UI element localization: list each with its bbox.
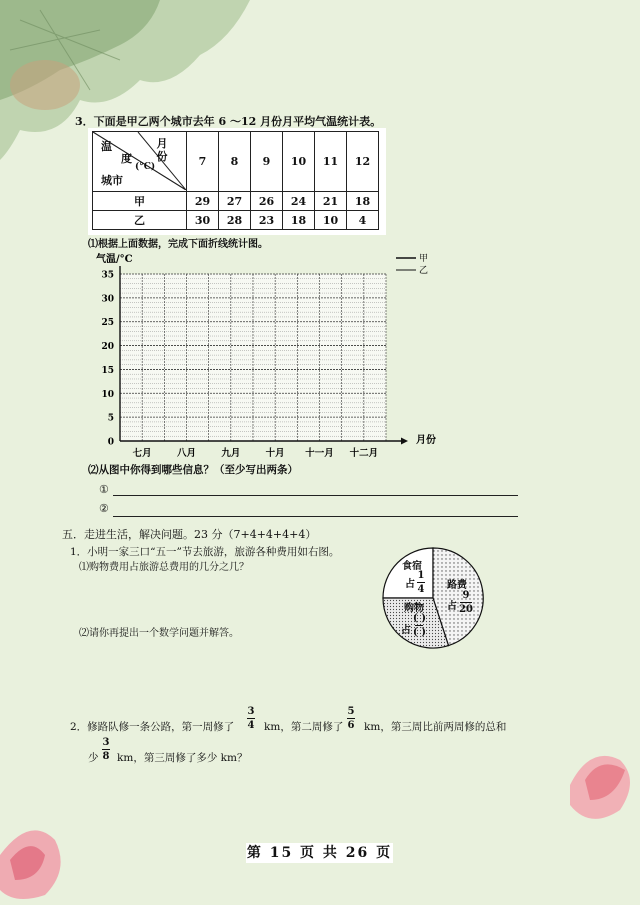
y-tick-label: 20 (101, 342, 114, 353)
y-tick-label: 25 (101, 318, 114, 329)
value-cell: 30 (187, 211, 219, 230)
fraction-numerator: ( ) (413, 613, 426, 624)
fraction-denominator: ( ) (413, 627, 426, 638)
lotus-flower-decoration-left (0, 815, 80, 905)
value-cell: 27 (219, 192, 251, 211)
x-axis-label: 月份 (416, 435, 436, 446)
problem-2-text-e: km，第三周修了多少 km？ (117, 752, 248, 764)
fraction-denominator: 20 (459, 604, 473, 615)
pie-travel-label: 路费 (447, 580, 467, 591)
x-axis-arrow (401, 438, 408, 445)
pie-shopping-fraction (413, 613, 426, 638)
corner-month-label: 月份 (156, 137, 168, 163)
x-tick-label: 十月 (265, 448, 285, 458)
city-cell: 乙 (93, 211, 187, 230)
question-3-heading: 3．下面是甲乙两个城市去年 6 ～12 月份月平均气温统计表。 (75, 115, 382, 128)
fraction-numerator: 3 (247, 706, 255, 717)
month-header: 9 (251, 132, 283, 192)
value-cell: 23 (251, 211, 283, 230)
value-cell: 18 (347, 192, 379, 211)
legend-item: 乙 (419, 266, 429, 276)
x-tick-label: 八月 (176, 448, 197, 458)
corner-temp-label: 温 (101, 140, 112, 153)
fraction-numerator: 3 (102, 737, 110, 748)
fraction-numerator: 9 (462, 590, 470, 601)
fraction-denominator: 4 (417, 584, 425, 595)
value-cell: 29 (187, 192, 219, 211)
temperature-table-box (88, 128, 386, 235)
value-cell: 26 (251, 192, 283, 211)
value-cell: 4 (347, 211, 379, 230)
x-tick-label: 七月 (132, 448, 152, 458)
answer-line-2[interactable] (113, 516, 518, 517)
problem-2-text-a: 2．修路队修一条公路，第一周修了 (70, 721, 235, 733)
problem-2-text-c: km，第三周比前两周修的总和 (364, 721, 507, 733)
month-header: 11 (315, 132, 347, 192)
y-tick-label: 30 (101, 294, 114, 305)
fraction-denominator: 8 (102, 751, 110, 762)
line-chart-blank (90, 250, 450, 458)
expense-pie-chart (380, 545, 490, 655)
chart-legend (396, 253, 428, 276)
table-corner-cell (93, 132, 187, 192)
pie-lodging-label2: 占 (405, 579, 415, 590)
x-tick-label: 九月 (221, 448, 241, 458)
problem-2-fraction-3 (102, 737, 110, 762)
legend-item: 甲 (419, 254, 429, 264)
pie-lodging-label: 食宿 (402, 561, 422, 572)
pie-travel-label2: 占 (447, 601, 457, 612)
table-row (93, 192, 379, 211)
problem-1-question-2: ⑵请你再提出一个数学问题并解答。 (79, 628, 239, 639)
pie-lodging-fraction (417, 570, 425, 595)
y-tick-label: 10 (101, 389, 114, 400)
value-cell: 18 (283, 211, 315, 230)
y-axis-label: 气温/°C (96, 254, 133, 265)
fraction-numerator: 1 (417, 570, 425, 581)
pie-travel-fraction (459, 590, 473, 615)
corner-city-label: 城市 (101, 174, 123, 187)
city-cell: 甲 (93, 192, 187, 211)
temperature-table (92, 131, 379, 230)
x-tick-label: 十一月 (305, 448, 334, 458)
y-tick-label: 15 (101, 365, 114, 376)
fraction-numerator: 5 (347, 706, 355, 717)
month-header: 7 (187, 132, 219, 192)
x-tick-label: 十二月 (349, 448, 379, 458)
pie-slice-lodging (383, 548, 433, 598)
lotus-flower-decoration (560, 740, 640, 830)
month-header: 10 (283, 132, 315, 192)
problem-1-text: 1．小明一家三口“五一”节去旅游，旅游各种费用如右图。 (70, 546, 340, 558)
chart-grid (120, 274, 386, 441)
value-cell: 10 (315, 211, 347, 230)
page-number-footer: 第 15 页 共 26 页 (246, 845, 393, 861)
y-tick-label: 5 (107, 413, 114, 424)
value-cell: 28 (219, 211, 251, 230)
answer-line-1[interactable] (113, 495, 518, 496)
y-tick-label: 0 (107, 437, 114, 448)
corner-unit-label: (°C) (135, 162, 156, 172)
pie-shopping-label: 购物 (404, 603, 424, 614)
problem-2-fraction-2 (347, 706, 355, 731)
problem-2-fraction-1 (247, 706, 255, 731)
y-tick-label: 35 (101, 270, 114, 281)
month-header: 8 (219, 132, 251, 192)
answer-mark-1: ① (99, 483, 109, 496)
value-cell: 21 (315, 192, 347, 211)
problem-2-text-d: 少 (88, 752, 99, 764)
section-5-heading: 五．走进生活，解决问题。23 分（7+4+4+4+4） (62, 528, 317, 541)
fraction-denominator: 6 (347, 720, 355, 731)
problem-2-text-b: km，第二周修了 (264, 721, 344, 733)
answer-mark-2: ② (99, 502, 109, 515)
table-row (93, 211, 379, 230)
problem-1-question-1: ⑴购物费用占旅游总费用的几分之几？ (79, 562, 249, 573)
month-header: 12 (347, 132, 379, 192)
value-cell: 24 (283, 192, 315, 211)
q3-sub2-question: ⑵从图中你得到哪些信息？（至少写出两条） (88, 464, 298, 476)
pie-shopping-label2: 占 (401, 625, 411, 636)
fraction-denominator: 4 (247, 720, 255, 731)
corner-temp-label2: 度 (121, 152, 132, 165)
q3-sub1-instruction: ⑴根据上面数据，完成下面折线统计图。 (88, 239, 268, 250)
